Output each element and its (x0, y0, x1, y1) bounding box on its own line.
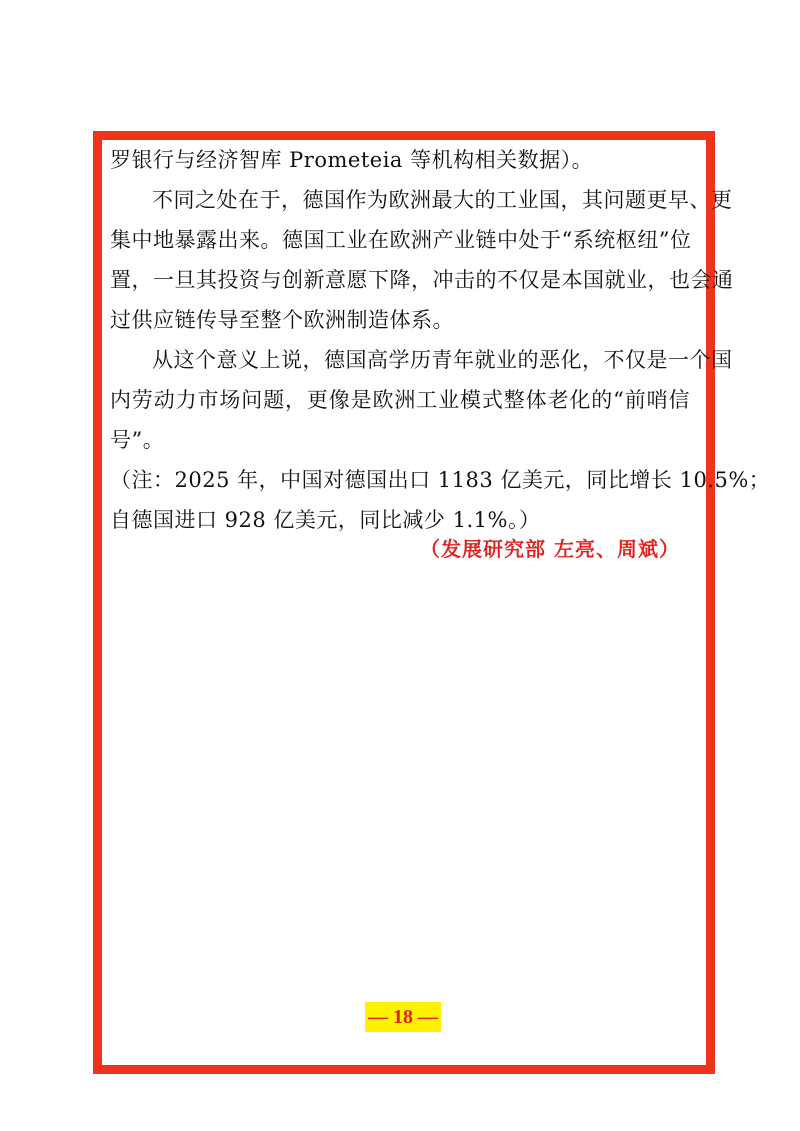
paragraph-2-line-4: 过供应链传导至整个欧洲制造体系。 (110, 308, 454, 332)
paragraph-3-line-1: 从这个意义上说，德国高学历青年就业的恶化，不仅是一个国 (152, 348, 733, 372)
paragraph-3-line-3: 号”。 (110, 428, 165, 452)
paragraph-2-line-3: 置，一旦其投资与创新意愿下降，冲击的不仅是本国就业，也会通 (110, 268, 734, 292)
paragraph-2-line-2: 集中地暴露出来。德国工业在欧洲产业链中处于“系统枢纽”位 (110, 228, 692, 252)
paragraph-2-line-1: 不同之处在于，德国作为欧洲最大的工业国，其问题更早、更 (152, 188, 733, 212)
page-number: — 18 — (365, 1002, 441, 1032)
document-body (110, 140, 771, 540)
note-line-2: 自德国进口 928 亿美元，同比减少 1.1%。） (110, 508, 541, 532)
paragraph-1-line-1: 罗银行与经济智库 Prometeia 等机构相关数据）。 (110, 148, 594, 172)
author-signature: （发展研究部 左亮、周斌） (420, 537, 680, 561)
note-line-1: （注：2025 年，中国对德国出口 1183 亿美元，同比增长 10.5%； (110, 468, 771, 492)
paragraph-3-line-2: 内劳动力市场问题，更像是欧洲工业模式整体老化的“前哨信 (110, 388, 690, 412)
